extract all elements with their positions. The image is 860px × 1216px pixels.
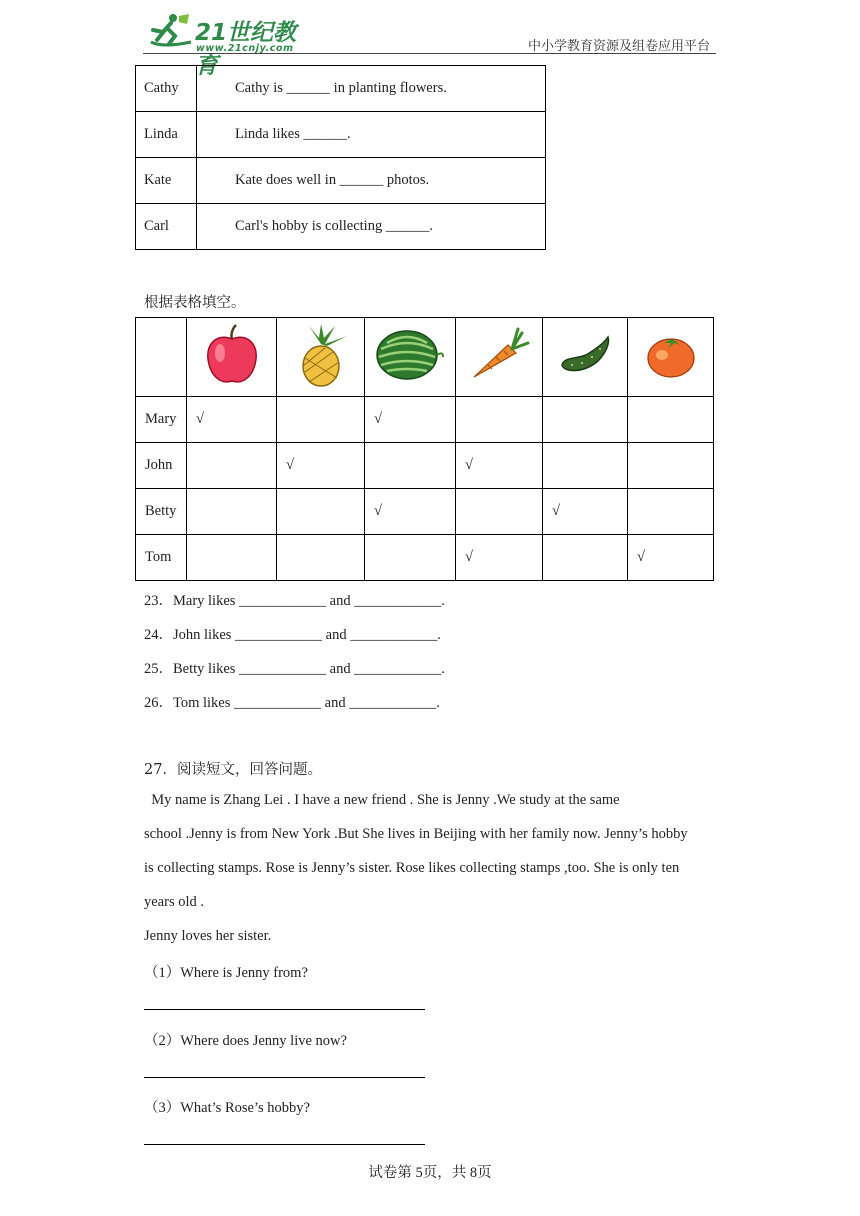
check-cell: √ <box>543 489 628 535</box>
table-row <box>136 397 714 443</box>
fill-sentence: Kate does well in ______ photos. <box>197 158 546 204</box>
check-cell: √ <box>456 535 543 581</box>
check-cell <box>628 443 714 489</box>
reading-line: is collecting stamps. Rose is Jenny’s sister. Rose likes collecting stamps ,too. She is only ten <box>144 860 680 876</box>
header-divider <box>143 53 716 54</box>
page-header <box>143 10 716 79</box>
check-cell <box>628 397 714 443</box>
pineapple-icon <box>289 322 353 388</box>
check-cell <box>365 443 456 489</box>
check-cell: √ <box>456 443 543 489</box>
person-name: Cathy <box>136 66 197 112</box>
check-cell <box>365 535 456 581</box>
food-cell <box>277 318 365 397</box>
food-cell <box>456 318 543 397</box>
person-name: John <box>136 443 187 489</box>
fill-sentence: Carl's hobby is collecting ______. <box>197 204 546 250</box>
empty-header-cell <box>136 318 187 397</box>
check-cell <box>543 443 628 489</box>
food-cell <box>543 318 628 397</box>
check-cell <box>277 535 365 581</box>
cucumber-icon <box>558 333 612 377</box>
reading-question-2: （2）Where does Jenny live now? <box>144 1033 347 1049</box>
question-25: 25．Betty likes ____________ and ____________. <box>144 661 445 677</box>
food-cell <box>628 318 714 397</box>
person-name: Kate <box>136 158 197 204</box>
person-name: Betty <box>136 489 187 535</box>
check-cell: √ <box>365 397 456 443</box>
platform-title: 中小学教育资源及组卷应用平台 <box>527 39 710 54</box>
tomato-icon <box>644 331 698 379</box>
reading-line: Jenny loves her sister. <box>144 928 272 944</box>
reading-line: My name is Zhang Lei . I have a new friend . She is Jenny .We study at the same <box>144 792 620 808</box>
check-cell <box>543 535 628 581</box>
food-image-row <box>136 318 714 397</box>
food-cell <box>187 318 277 397</box>
table-row <box>136 489 714 535</box>
food-cell <box>365 318 456 397</box>
check-cell <box>187 443 277 489</box>
table-row <box>136 112 546 158</box>
check-cell <box>187 489 277 535</box>
check-cell: √ <box>277 443 365 489</box>
reading-line: school .Jenny is from New York .But She lives in Beijing with her family now. Jenny’s hobby <box>144 826 688 842</box>
check-cell <box>456 397 543 443</box>
reading-question-3: （3）What’s Rose’s hobby? <box>144 1100 310 1116</box>
person-name: Linda <box>136 112 197 158</box>
fill-sentence: Linda likes ______. <box>197 112 546 158</box>
food-table <box>135 317 714 581</box>
check-cell <box>456 489 543 535</box>
logo-url-text: www.21cnjy.com <box>196 43 294 54</box>
person-name: Carl <box>136 204 197 250</box>
reading-line: years old . <box>144 894 204 910</box>
page-footer: 试卷第 5页，共 8页 <box>368 1165 492 1181</box>
answer-line <box>144 1009 425 1010</box>
table-row <box>136 443 714 489</box>
person-name: Mary <box>136 397 187 443</box>
check-cell: √ <box>365 489 456 535</box>
apple-icon <box>202 323 262 387</box>
check-cell <box>277 489 365 535</box>
instruction-text: 根据表格填空。 <box>144 295 246 311</box>
reading-title: 27．阅读短文，回答问题。 <box>144 762 322 778</box>
check-cell <box>277 397 365 443</box>
question-23: 23．Mary likes ____________ and ____________. <box>144 593 445 609</box>
table-row <box>136 66 546 112</box>
answer-line <box>144 1077 425 1078</box>
logo <box>143 12 313 79</box>
fill-sentence: Cathy is ______ in planting flowers. <box>197 66 546 112</box>
check-cell <box>187 535 277 581</box>
table-row <box>136 158 546 204</box>
runner-logo-icon <box>143 12 193 54</box>
check-cell <box>543 397 628 443</box>
person-name: Tom <box>136 535 187 581</box>
table-row <box>136 535 714 581</box>
watermelon-icon <box>375 327 445 383</box>
hobby-table <box>135 65 546 250</box>
question-24: 24．John likes ____________ and ____________. <box>144 627 441 643</box>
check-cell <box>628 489 714 535</box>
carrot-icon <box>468 327 530 383</box>
answer-line <box>144 1144 425 1145</box>
question-26: 26．Tom likes ____________ and ____________. <box>144 695 440 711</box>
logo-main-text: 21世纪教育 <box>195 20 297 79</box>
reading-question-1: （1）Where is Jenny from? <box>144 965 308 981</box>
table-row <box>136 204 546 250</box>
check-cell: √ <box>187 397 277 443</box>
check-cell: √ <box>628 535 714 581</box>
